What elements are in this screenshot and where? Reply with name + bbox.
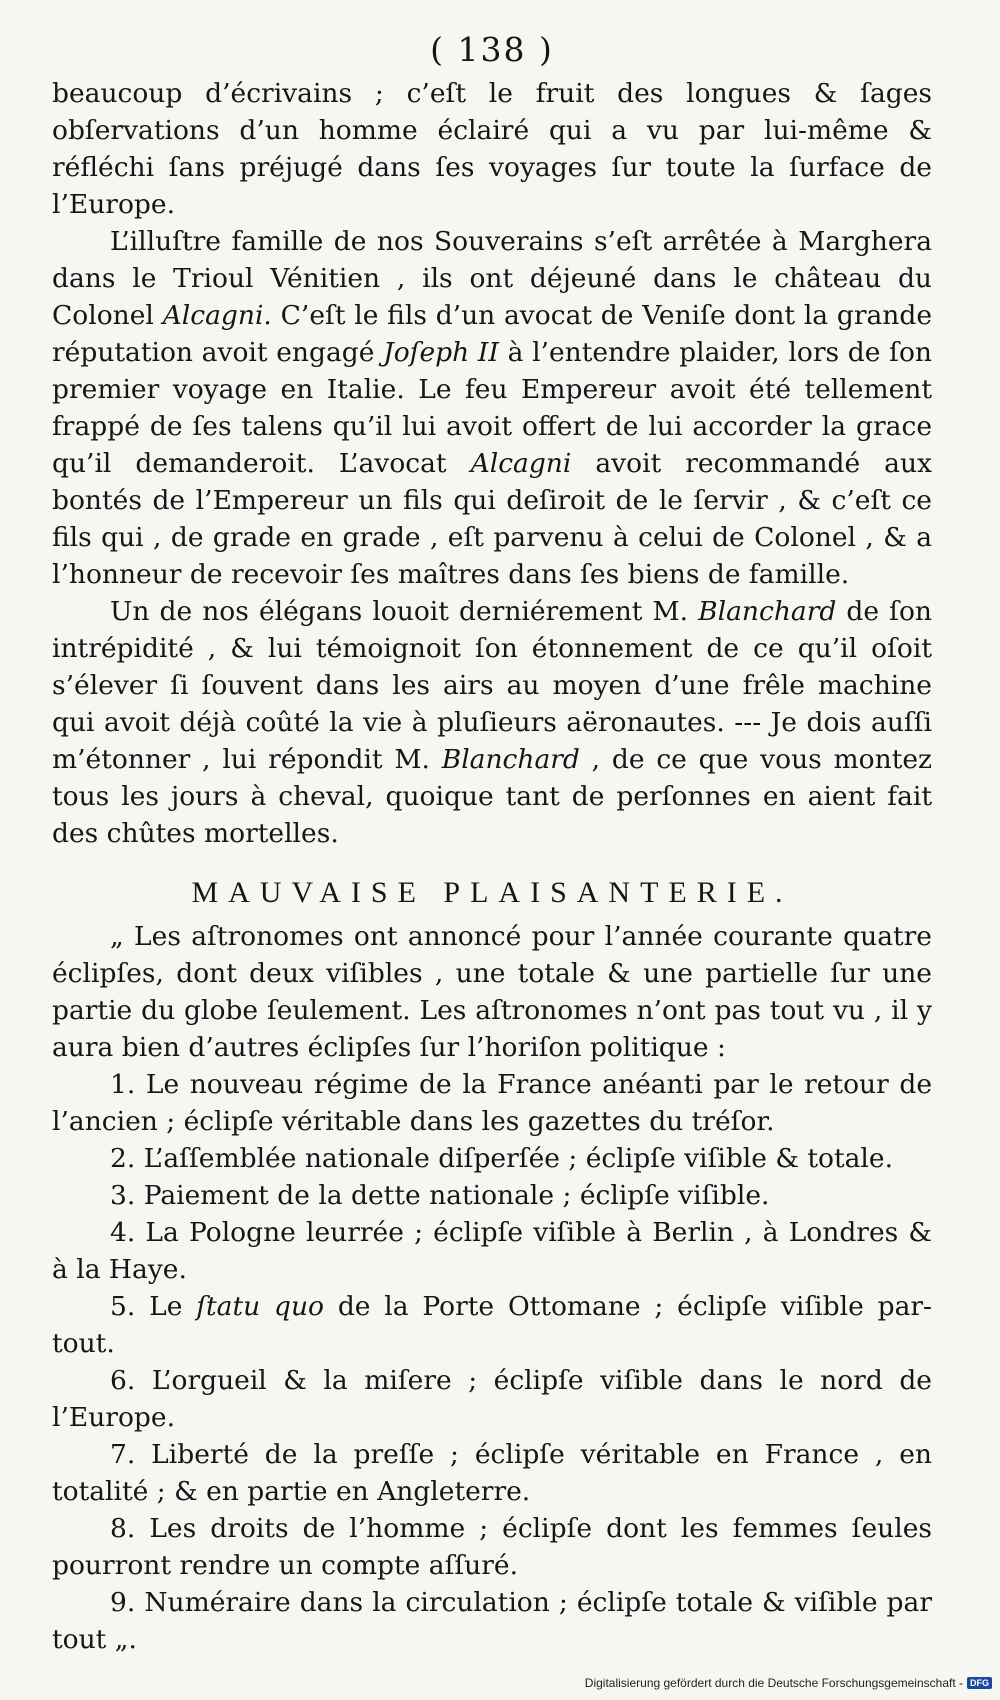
name-alcagni: Alcagni.: [162, 300, 272, 331]
page-number: ( 138 ): [430, 30, 554, 69]
paragraph-2-text-c: à l’entendre plaider, lors de ſon premier voyage en Italie. Le feu Empereur avoit été tellement frappé de ſes talens qu’il lui avoit offert de lui accorder la grace qu’il demanderoit. L’avocat: [52, 337, 932, 479]
paragraph-3-text-a: Un de nos élégans louoit derniérement M.: [110, 596, 699, 627]
list-item-5-post: de la Porte Ottomane ; éclipſe viſible par-tout.: [52, 1291, 932, 1359]
list-item-8: 8. Les droits de l’homme ; éclipſe dont les femmes ſeules pourront rendre un compte aſſuré.: [52, 1513, 932, 1581]
list-item-7: 7. Liberté de la preſſe ; éclipſe véritable en France , en totalité ; & en partie en Angleterre.: [52, 1439, 932, 1507]
intro-paragraph: „ Les aſtronomes ont annoncé pour l’année courante quatre éclipſes, dont deux viſibles , une totale & une partielle ſur une partie du globe ſeulement. Les aſtronomes n’ont pas tout vu , il y aura bien d’autres éclipſes ſur l’horiſon politique :: [52, 921, 932, 1063]
name-blanchard-2: Blanchard: [441, 744, 580, 775]
list-item-1: 1. Le nouveau régime de la France anéanti par le retour de l’ancien ; éclipſe véritable dans les gazettes du tréſor.: [52, 1069, 932, 1137]
paragraph-1: beaucoup d’écrivains ; c’eſt le fruit des longues & ſages obſervations d’un homme éclairé qui a vu par lui-même & réfléchi ſans préjugé dans ſes voyages ſur toute la ſurface de l’Europe.: [52, 78, 932, 220]
document-page: [52, 30, 932, 1658]
list-item-6: 6. L’orgueil & la miſere ; éclipſe viſible dans le nord de l’Europe.: [52, 1365, 932, 1433]
digitization-footer: [585, 1676, 992, 1690]
paragraph-2-text-b: C’eſt le fils d’un avocat de Veniſe dont la grande réputation avoit engagé: [52, 300, 933, 368]
paragraph-2-text-a: L’illuſtre famille de nos Souverains s’eſt arrêtée à Marghera dans le Trioul Vénitien , ils ont déjeuné dans le château du Colonel: [52, 226, 932, 331]
statu-quo: ſtatu quo: [196, 1291, 325, 1322]
section-heading: MAUVAISE PLAISANTERIE.: [191, 876, 793, 909]
paragraph-3-text-b: de ſon intrépidité , & lui témoignoit ſon étonnement de ce qu’il oſoit s’élever ſi ſouvent dans les airs au moyen d’une frêle machine qui avoit déjà coûté la vie à pluſieurs aëronautes. --- Je dois auſſi m’étonner , lui répondit M.: [52, 596, 932, 775]
paragraph-3: [52, 593, 932, 852]
list-item-5-pre: 5. Le: [110, 1291, 197, 1322]
name-alcagni-2: Alcagni: [470, 448, 572, 479]
paragraph-2-text-d: avoit recommandé aux bontés de l’Empereur un fils qui deſiroit de le ſervir , & c’eſt ce fils qui , de grade en grade , eſt parvenu à celui de Colonel , & a l’honneur de recevoir ſes maîtres dans ſes biens de famille.: [52, 448, 932, 590]
paragraph-3-text-c: , de ce que vous montez tous les jours à cheval, quoique tant de perſonnes en aient fait des chûtes mortelles.: [52, 744, 932, 849]
footer-text: Digitalisierung gefördert durch die Deutsche Forschungsgemeinschaft -: [584, 1676, 963, 1690]
dfg-logo-icon: DFG: [967, 1677, 992, 1689]
list-item-2: 2. L’aſſemblée nationale diſperſée ; éclipſe viſible & totale.: [110, 1143, 894, 1174]
paragraph-2: [52, 223, 932, 593]
list-item-4: 4. La Pologne leurrée ; éclipſe viſible à Berlin , à Londres & à la Haye.: [52, 1217, 932, 1285]
list-item-3: 3. Paiement de la dette nationale ; éclipſe viſible.: [110, 1180, 770, 1211]
list-item-5: [52, 1288, 932, 1362]
list-item-9: 9. Numéraire dans la circulation ; éclipſe totale & viſible par tout „.: [52, 1587, 932, 1655]
name-joseph-ii: Joſeph II: [383, 337, 499, 368]
name-blanchard: Blanchard: [698, 596, 837, 627]
